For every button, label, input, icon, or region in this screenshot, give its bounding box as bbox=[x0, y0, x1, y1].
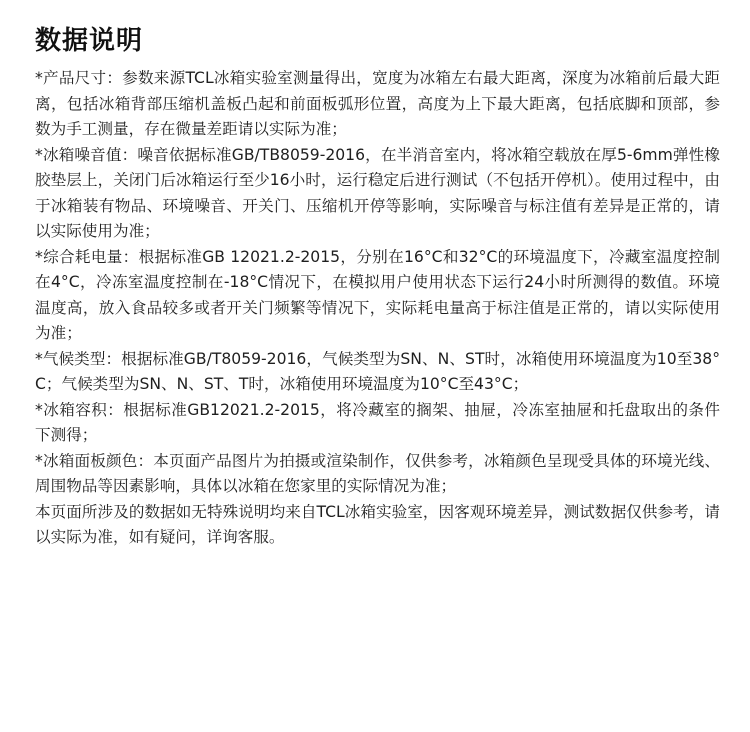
paragraph-power-consumption: *综合耗电量：根据标准GB 12021.2-2015，分别在16°C和32°C的环境温度下，冷藏室温度控制在4°C，冷冻室温度控制在-18°C情况下，在模拟用户使用状态下运行24小时所测得的数值。环境温度高，放入食品较多或者开关门频繁等情况下，实际耗电量高于标注值是正常的，请以实际使用为准； bbox=[35, 247, 720, 342]
paragraph-product-size: *产品尺寸：参数来源TCL冰箱实验室测量得出，宽度为冰箱左右最大距离，深度为冰箱前后最大距离，包括冰箱背部压缩机盖板凸起和前面板弧形位置，高度为上下最大距离，包括底脚和顶部，参数为手工测量，存在微量差距请以实际为准； bbox=[35, 69, 720, 138]
description-body bbox=[35, 66, 720, 551]
page-title: 数据说明 bbox=[35, 26, 144, 56]
paragraph-data-source: 本页面所涉及的数据如无特殊说明均来自TCL冰箱实验室，因客观环境差异，测试数据仅供参考，请以实际为准，如有疑问，详询客服。 bbox=[35, 502, 720, 546]
paragraph-climate-type: *气候类型：根据标准GB/T8059-2016，气候类型为SN、N、ST时，冰箱使用环境温度为10至38°C；气候类型为SN、N、ST、T时，冰箱使用环境温度为10°C至43°C； bbox=[35, 349, 720, 393]
paragraph-noise: *冰箱噪音值：噪音依据标准GB/TB8059-2016，在半消音室内，将冰箱空载放在厚5-6mm弹性橡胶垫层上，关闭门后冰箱运行至少16小时，运行稳定后进行测试（不包括开停机）。使用过程中，由于冰箱装有物品、环境噪音、开关门、压缩机开停等影响，实际噪音与标注值有差异是正常的，请以实际使用为准； bbox=[35, 145, 720, 240]
paragraph-panel-color: *冰箱面板颜色：本页面产品图片为拍摄或渲染制作，仅供参考，冰箱颜色呈现受具体的环境光线、周围物品等因素影响，具体以冰箱在您家里的实际情况为准； bbox=[35, 451, 720, 495]
paragraph-volume: *冰箱容积：根据标准GB12021.2-2015，将冷藏室的搁架、抽屉，冷冻室抽屉和托盘取出的条件下测得； bbox=[35, 400, 720, 444]
